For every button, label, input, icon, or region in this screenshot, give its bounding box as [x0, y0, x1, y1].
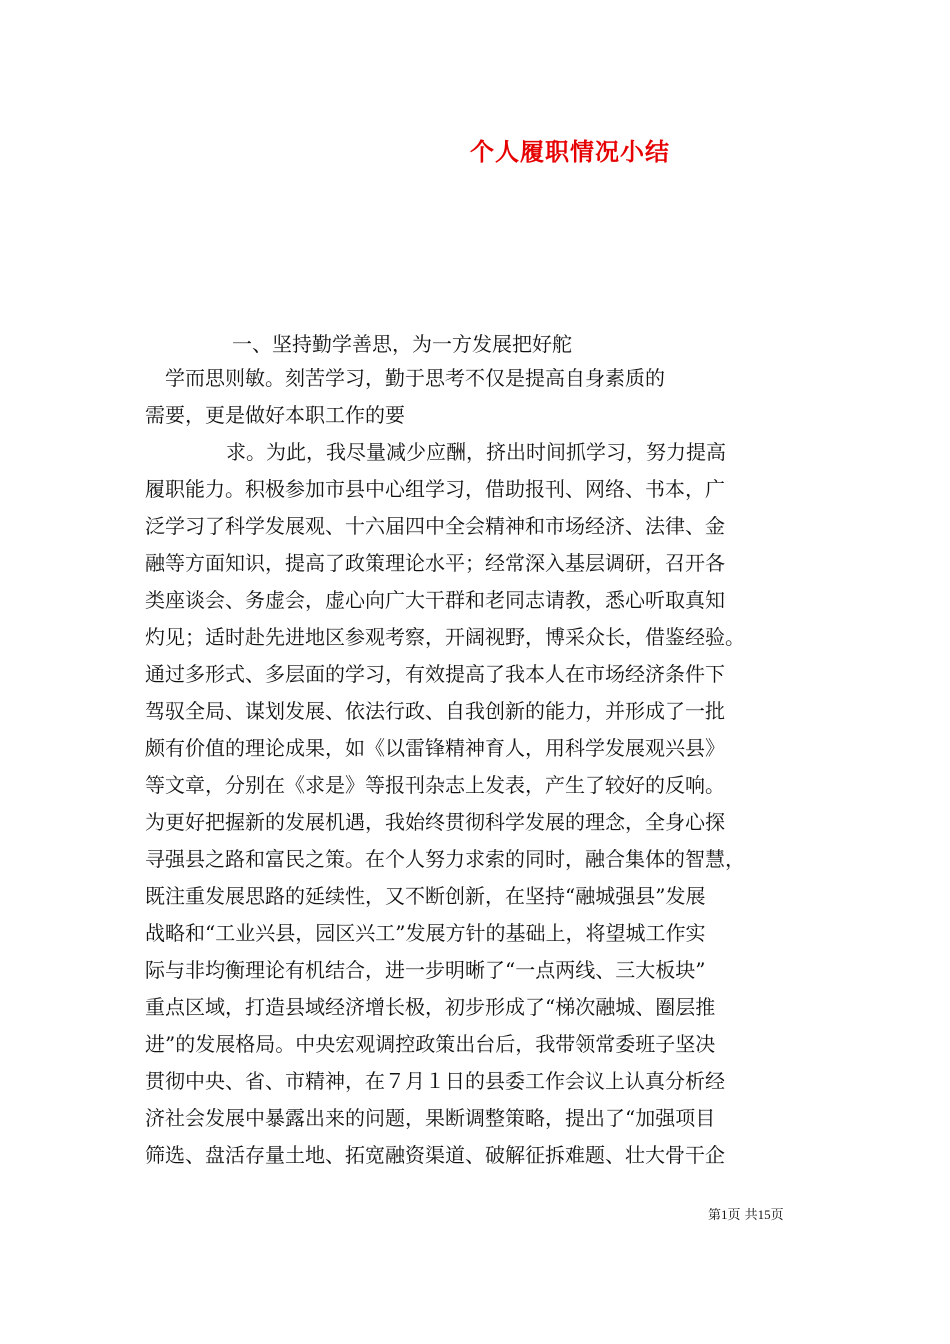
body-line: 灼见；适时赴先进地区参观考察，开阔视野，博采众长，借鉴经验。 — [145, 625, 745, 649]
body-line: 等文章，分别在《求是》等报刊杂志上发表，产生了较好的反响。 — [145, 773, 725, 797]
footer-middle: 页 共 — [727, 1208, 758, 1223]
body-line: 贯彻中央、省、市精神，在７月１日的县委工作会议上认真分析经 — [145, 1069, 725, 1093]
total-pages-number: 15 — [757, 1207, 771, 1222]
body-line: 济社会发展中暴露出来的问题，果断调整策略，提出了“加强项目 — [145, 1106, 716, 1130]
body-line: 进”的发展格局。中央宏观调控政策出台后，我带领常委班子坚决 — [145, 1032, 716, 1056]
body-line: 际与非均衡理论有机结合，进一步明晰了“一点两线、三大板块” — [145, 958, 706, 982]
body-line: 颇有价值的理论成果，如《以雷锋精神育人，用科学发展观兴县》 — [145, 736, 725, 760]
body-line: 重点区域，打造县域经济增长极，初步形成了“梯次融城、圈层推 — [145, 995, 716, 1019]
body-line: 为更好把握新的发展机遇，我始终贯彻科学发展的理念，全身心探 — [145, 810, 725, 834]
body-line: 驾驭全局、谋划发展、依法行政、自我创新的能力，并形成了一批 — [145, 699, 725, 723]
footer-prefix: 第 — [708, 1208, 722, 1223]
body-line: 履职能力。积极参加市县中心组学习，借助报刊、网络、书本，广 — [145, 477, 725, 501]
body-line: 筛选、盘活存量土地、拓宽融资渠道、破解征拆难题、壮大骨干企 — [145, 1143, 725, 1167]
body-line: 通过多形式、多层面的学习，有效提高了我本人在市场经济条件下 — [145, 662, 725, 686]
body-line: 融等方面知识，提高了政策理论水平；经常深入基层调研，召开各 — [145, 551, 725, 575]
body-line: 泛学习了科学发展观、十六届四中全会精神和市场经济、法律、金 — [145, 514, 725, 538]
document-title: 个人履职情况小结 — [470, 137, 670, 166]
section-heading: 一、坚持勤学善思，为一方发展把好舵 — [232, 332, 572, 356]
current-page-number: 1 — [721, 1207, 728, 1222]
body-line: 需要，更是做好本职工作的要 — [145, 403, 405, 427]
body-line: 类座谈会、务虚会，虚心向广大干群和老同志请教，悉心听取真知 — [145, 588, 725, 612]
body-line: 战略和“工业兴县，园区兴工”发展方针的基础上，将望城工作实 — [145, 921, 706, 945]
footer-suffix: 页 — [770, 1208, 784, 1223]
body-line: 学而思则敏。刻苦学习，勤于思考不仅是提高自身素质的 — [145, 366, 665, 390]
body-line: 既注重发展思路的延续性，又不断创新，在坚持“融城强县”发展 — [145, 884, 706, 908]
body-line: 求。为此，我尽量减少应酬，挤出时间抓学习，努力提高 — [186, 440, 726, 464]
body-line: 寻强县之路和富民之策。在个人努力求索的同时，融合集体的智慧， — [145, 847, 745, 871]
page-number-footer — [708, 1204, 784, 1223]
